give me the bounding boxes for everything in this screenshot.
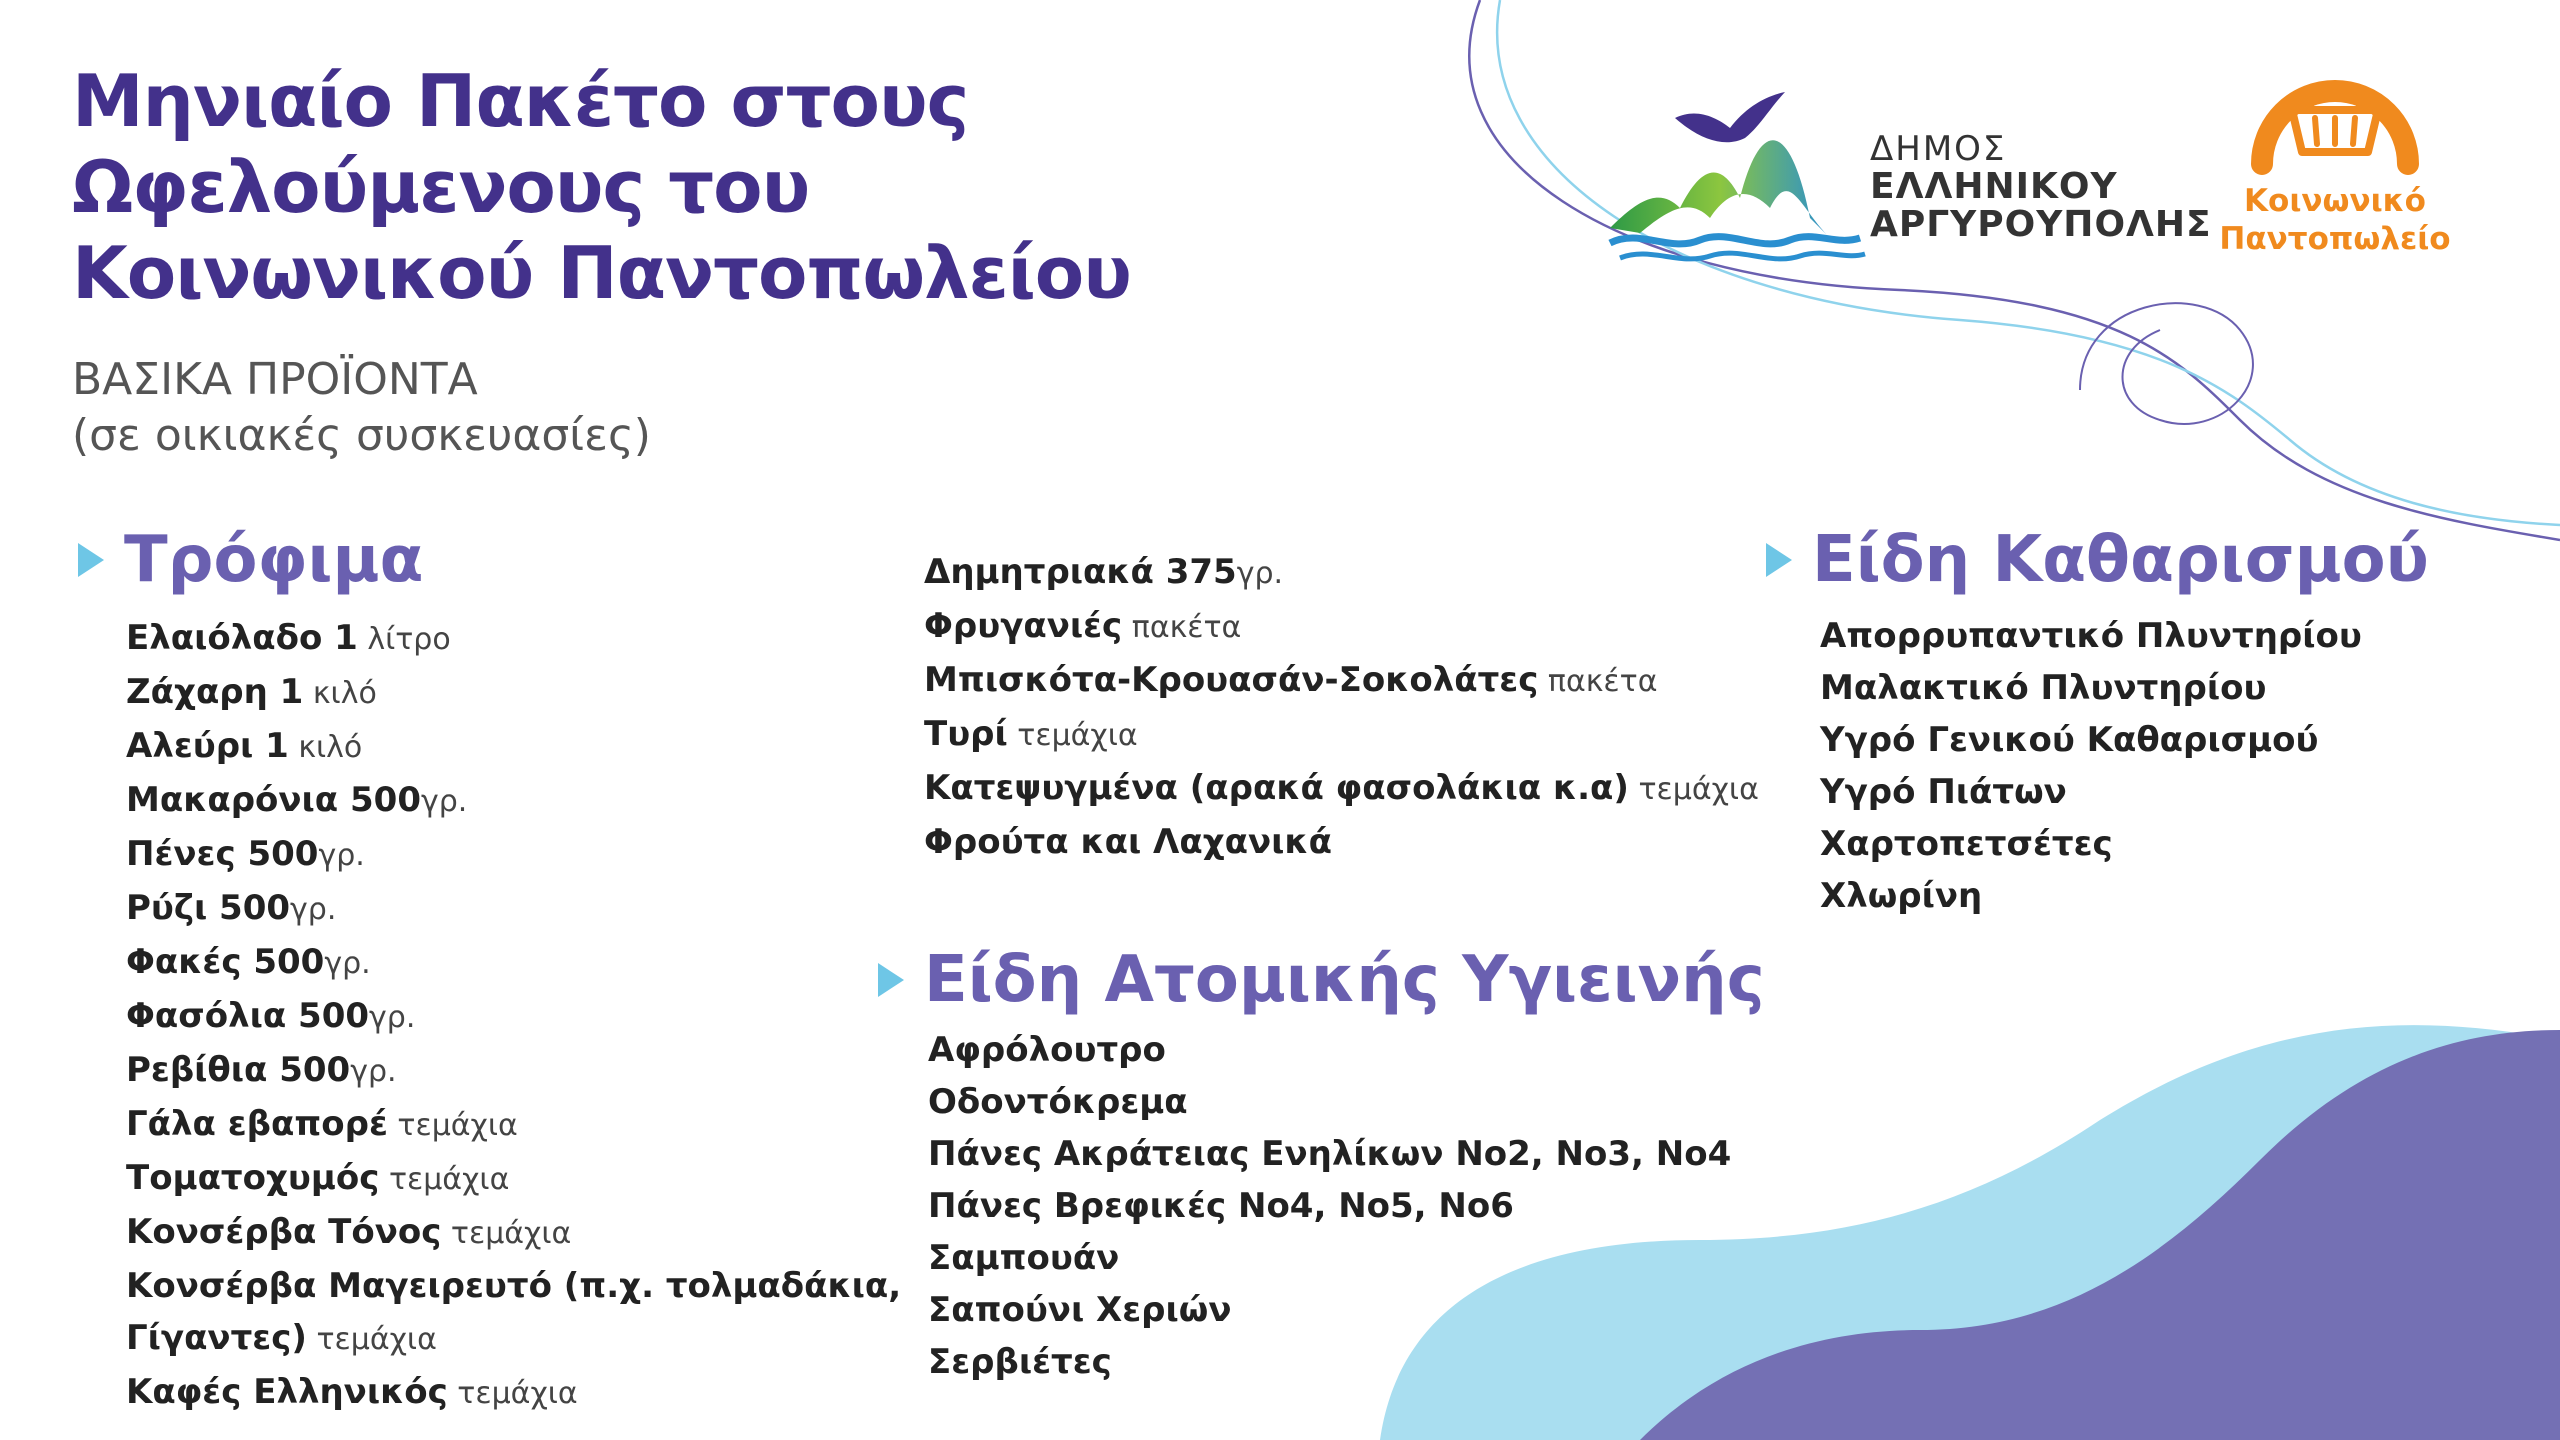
- list-item: Χλωρίνη: [1820, 876, 1983, 916]
- list-item: Φρυγανιές πακέτα: [924, 606, 1242, 646]
- list-item: Τοματοχυμός τεμάχια: [126, 1158, 510, 1198]
- list-item: Σερβιέτες: [928, 1342, 1112, 1382]
- list-item: Σαμπουάν: [928, 1238, 1120, 1278]
- page-title: [72, 58, 1322, 316]
- list-item: Μπισκότα-Κρουασάν-Σοκολάτες πακέτα: [924, 660, 1658, 700]
- list-item: Κατεψυγμένα (αρακά φασολάκια κ.α) τεμάχια: [924, 768, 1759, 808]
- subtitle-line: ΒΑΣΙΚΑ ΠΡΟΪΟΝΤΑ: [72, 354, 478, 405]
- title-line: Κοινωνικού Παντοπωλείου: [72, 231, 1131, 315]
- list-item: Αφρόλουτρο: [928, 1030, 1166, 1070]
- title-line: Μηνιαίο Πακέτο στους: [72, 59, 969, 143]
- list-item: Μαλακτικό Πλυντηρίου: [1820, 668, 2267, 708]
- social-grocery-line: Παντοπωλείο: [2219, 221, 2451, 257]
- section-title-cleaning: Είδη Καθαρισμού: [1812, 523, 2429, 597]
- list-item: Πένες 500γρ.: [126, 834, 365, 874]
- triangle-bullet-icon: [78, 543, 104, 577]
- title-line: Ωφελούμενους του: [72, 145, 810, 229]
- social-grocery-line: Κοινωνικό: [2244, 183, 2426, 219]
- section-title-food: Τρόφιμα: [124, 523, 424, 597]
- list-item: Υγρό Γενικού Καθαρισμού: [1820, 720, 2319, 760]
- list-item: Ζάχαρη 1 κιλό: [126, 672, 377, 712]
- municipality-name: [1870, 130, 2212, 244]
- section-title-hygiene: Είδη Ατομικής Υγιεινής: [924, 943, 1765, 1017]
- food-list-continued: [924, 546, 1759, 870]
- list-item: Τυρί τεμάχια: [924, 714, 1138, 754]
- section-header-food: [78, 520, 424, 600]
- municipality-line: ΑΡΓΥΡΟΥΠΟΛΗΣ: [1870, 204, 2212, 245]
- list-item: Δημητριακά 375γρ.: [924, 552, 1284, 592]
- subtitle-line: (σε οικιακές συσκευασίες): [72, 410, 651, 461]
- list-item: Πάνες Βρεφικές Νο4, Νο5, Νο6: [928, 1186, 1514, 1226]
- list-item: Γάλα εβαπορέ τεμάχια: [126, 1104, 518, 1144]
- page-subtitle: [72, 352, 651, 464]
- list-item: Φασόλια 500γρ.: [126, 996, 416, 1036]
- hygiene-list: [928, 1024, 1828, 1388]
- list-item: Κονσέρβα Μαγειρευτό (π.χ. τολμαδάκια, Γίγαντες) τεμάχια: [126, 1266, 902, 1358]
- basket-icon: [2210, 40, 2460, 190]
- list-item: Ρύζι 500γρ.: [126, 888, 337, 928]
- cleaning-list: [1820, 610, 2520, 922]
- list-item: Μακαρόνια 500γρ.: [126, 780, 468, 820]
- list-item: Ελαιόλαδο 1 λίτρο: [126, 618, 451, 658]
- municipality-line: ΕΛΛΗΝΙΚΟΥ: [1870, 166, 2118, 207]
- list-item: Απορρυπαντικό Πλυντηρίου: [1820, 616, 2362, 656]
- municipality-line: ΔΗΜΟΣ: [1870, 129, 2007, 169]
- social-grocery-name: [2210, 182, 2460, 258]
- dove-mountains-icon: [1600, 78, 1870, 278]
- municipality-logo: [1600, 78, 2212, 278]
- list-item: Καφές Ελληνικός τεμάχια: [126, 1372, 578, 1412]
- social-grocery-logo: [2210, 40, 2460, 260]
- triangle-bullet-icon: [1766, 543, 1792, 577]
- list-item: Πάνες Ακράτειας Ενηλίκων Νο2, Νο3, Νο4: [928, 1134, 1732, 1174]
- list-item: Σαπούνι Χεριών: [928, 1290, 1232, 1330]
- food-list: [126, 612, 1006, 1420]
- list-item: Υγρό Πιάτων: [1820, 772, 2067, 812]
- section-header-cleaning: [1766, 520, 2429, 600]
- list-item: Αλεύρι 1 κιλό: [126, 726, 363, 766]
- list-item: Κονσέρβα Τόνος τεμάχια: [126, 1212, 572, 1252]
- list-item: Φρούτα και Λαχανικά: [924, 822, 1332, 862]
- list-item: Φακές 500γρ.: [126, 942, 371, 982]
- list-item: Οδοντόκρεμα: [928, 1082, 1188, 1122]
- list-item: Χαρτοπετσέτες: [1820, 824, 2113, 864]
- list-item: Ρεβίθια 500γρ.: [126, 1050, 397, 1090]
- triangle-bullet-icon: [878, 963, 904, 997]
- section-header-hygiene: [878, 940, 1765, 1020]
